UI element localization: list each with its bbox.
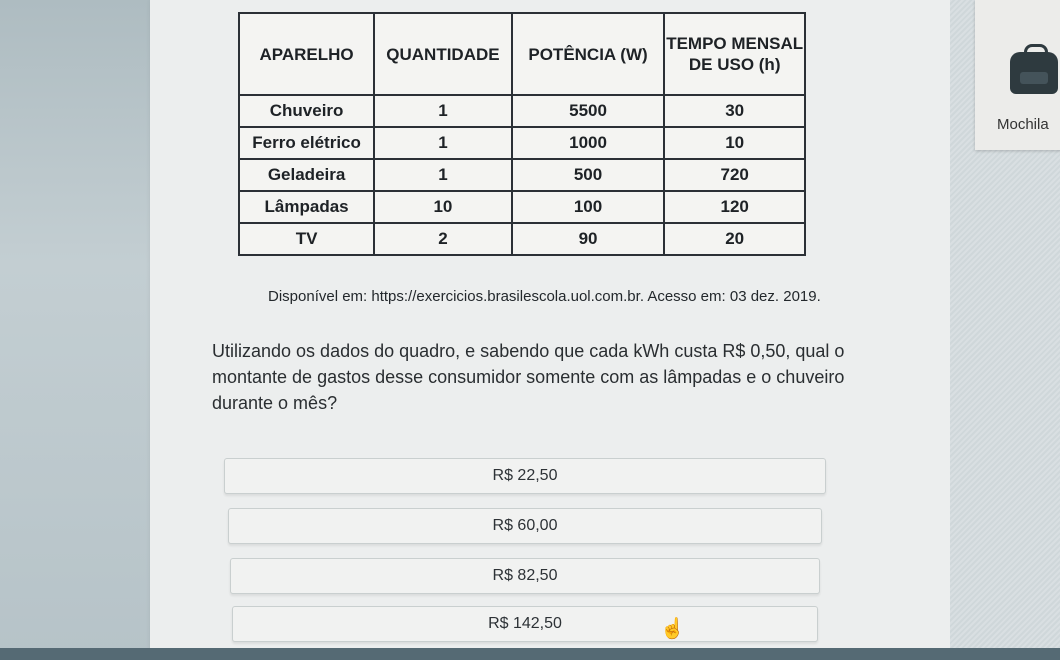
appliance-table (238, 12, 806, 256)
answer-option-d[interactable]: R$ 142,50 (232, 606, 818, 642)
table-cell: 720 (664, 159, 805, 191)
table-cell: 2 (374, 223, 512, 255)
table-cell: 1000 (512, 127, 665, 159)
table-row (239, 191, 805, 223)
left-background (0, 0, 150, 660)
question-text: Utilizando os dados do quadro, e sabendo que cada kWh custa R$ 0,50, qual o montante de gastos desse consumidor somente com as lâmpadas e o chuveiro durante o mês? (212, 341, 845, 413)
table-row (239, 223, 805, 255)
table-cell: 1 (374, 95, 512, 127)
bottom-bar (0, 648, 1060, 660)
table-cell: Geladeira (239, 159, 374, 191)
answer-option-a[interactable]: R$ 22,50 (224, 458, 826, 494)
table-cell: 1 (374, 159, 512, 191)
table-cell: 20 (664, 223, 805, 255)
source-citation: Disponível em: https://exercicios.brasilescola.uol.com.br. Acesso em: 03 dez. 2019. (268, 288, 821, 305)
answer-option-b[interactable]: R$ 60,00 (228, 508, 822, 544)
table-cell: TV (239, 223, 374, 255)
table-cell: 120 (664, 191, 805, 223)
table-cell: 500 (512, 159, 665, 191)
table-cell: 5500 (512, 95, 665, 127)
header-quantity: QUANTIDADE (374, 13, 512, 95)
table-cell: Chuveiro (239, 95, 374, 127)
table-header-row (239, 13, 805, 95)
table-cell: 10 (664, 127, 805, 159)
table-cell: Lâmpadas (239, 191, 374, 223)
table-row (239, 127, 805, 159)
answer-option-c[interactable]: R$ 82,50 (230, 558, 820, 594)
backpack-icon[interactable] (1010, 52, 1058, 94)
header-monthly-time: TEMPO MENSAL DE USO (h) (664, 13, 805, 95)
table-row (239, 159, 805, 191)
table-cell: 100 (512, 191, 665, 223)
table-row (239, 95, 805, 127)
table-cell: 10 (374, 191, 512, 223)
hand-cursor-icon: ☝ (660, 618, 685, 640)
table-cell: 1 (374, 127, 512, 159)
backpack-label[interactable]: Mochila (997, 116, 1049, 133)
header-appliance: APARELHO (239, 13, 374, 95)
table-cell: 30 (664, 95, 805, 127)
table-cell: Ferro elétrico (239, 127, 374, 159)
table-cell: 90 (512, 223, 665, 255)
header-power: POTÊNCIA (W) (512, 13, 665, 95)
